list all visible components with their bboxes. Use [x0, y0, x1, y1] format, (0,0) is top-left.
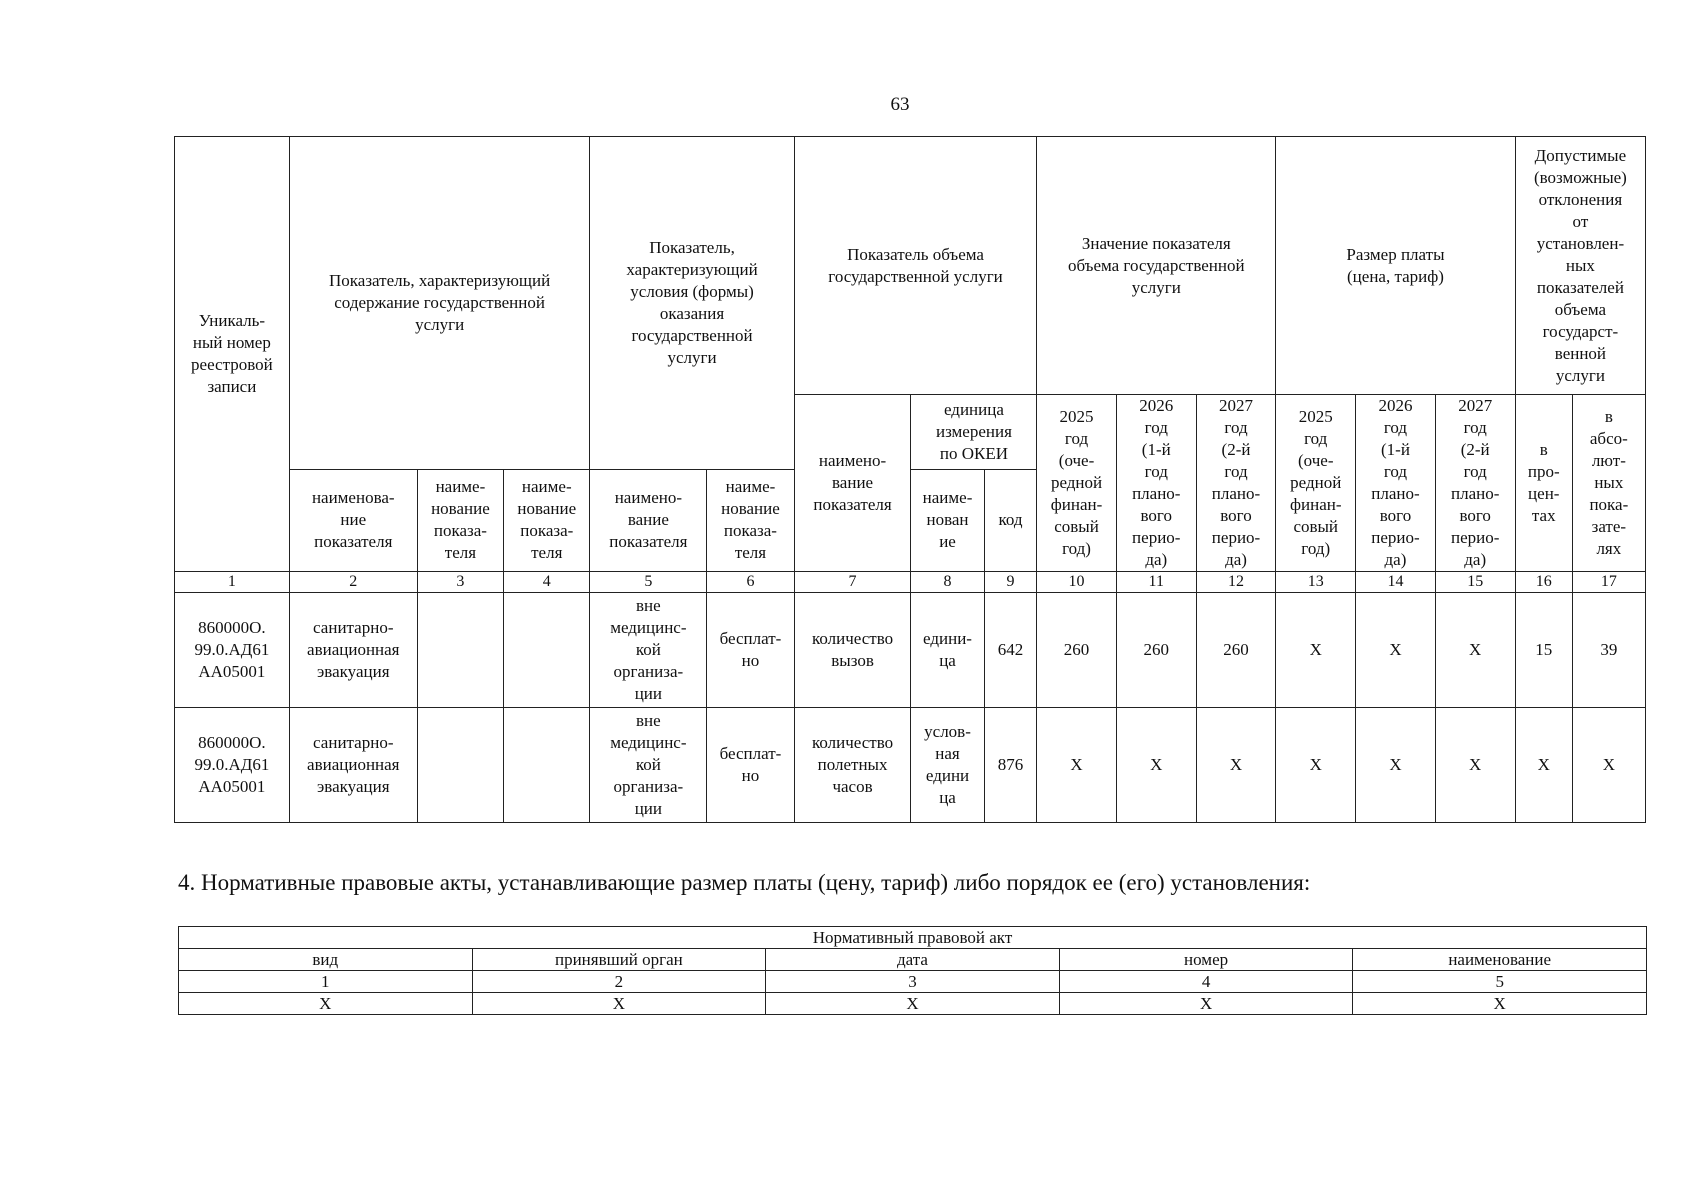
header-content-indicator: Показатель, характеризующий содержание государственной услуги — [289, 137, 590, 470]
column-number: 2 — [472, 971, 766, 993]
table-cell: X — [766, 993, 1060, 1015]
table-cell: X — [1276, 708, 1356, 823]
normative-acts-table — [178, 926, 1647, 1015]
column-number: 13 — [1276, 572, 1356, 593]
column-number: 11 — [1116, 572, 1196, 593]
header-fee-size: Размер платы (цена, тариф) — [1276, 137, 1516, 395]
header-col4: наиме- нование показа- теля — [504, 469, 590, 571]
column-header: дата — [766, 949, 1060, 971]
column-number: 4 — [504, 572, 590, 593]
table-cell: вне медицинс- кой организа- ции — [590, 593, 707, 708]
header-unique-number: Уникаль- ный номер реестровой записи — [175, 137, 290, 572]
header-col16: в про- цен- тах — [1515, 395, 1572, 572]
table-cell — [417, 593, 503, 708]
table-cell: 260 — [1116, 593, 1196, 708]
header-volume-value: Значение показателя объема государственной услуги — [1037, 137, 1276, 395]
table-cell: количество полетных часов — [794, 708, 911, 823]
header-col12: 2027 год (2-й год плано- вого перио- да) — [1196, 395, 1275, 572]
table-cell: 260 — [1037, 593, 1116, 708]
header-col3: наиме- нование показа- теля — [417, 469, 503, 571]
column-number: 9 — [984, 572, 1037, 593]
column-numbers-row — [179, 971, 1647, 993]
table-cell: количество вызов — [794, 593, 911, 708]
table-cell: X — [1356, 593, 1435, 708]
column-number: 15 — [1435, 572, 1515, 593]
header-col15: 2027 год (2-й год плано- вого перио- да) — [1435, 395, 1515, 572]
header-col5: наимено- вание показателя — [590, 469, 707, 571]
table-cell: X — [1037, 708, 1116, 823]
table-cell: X — [1196, 708, 1275, 823]
table-cell: X — [1059, 993, 1353, 1015]
page-number: 63 — [890, 94, 910, 115]
column-number: 16 — [1515, 572, 1572, 593]
table-cell — [504, 708, 590, 823]
column-number: 8 — [911, 572, 984, 593]
column-header: принявший орган — [472, 949, 766, 971]
table-header-row — [179, 949, 1647, 971]
table-cell: 876 — [984, 708, 1037, 823]
table-cell: 39 — [1572, 593, 1645, 708]
header-allowed-deviation: Допустимые (возможные) отклонения от установлен- ных показателей объема государст- венной услуги — [1515, 137, 1645, 395]
header-col9: код — [984, 469, 1037, 571]
table-cell: бесплат- но — [707, 708, 794, 823]
column-numbers-row — [175, 572, 1646, 593]
header-col11: 2026 год (1-й год плано- вого перио- да) — [1116, 395, 1196, 572]
table-cell: 642 — [984, 593, 1037, 708]
column-number: 4 — [1059, 971, 1353, 993]
header-col8: наиме- нован ие — [911, 469, 984, 571]
table-cell: X — [1572, 708, 1645, 823]
header-col10: 2025 год (оче- редной финан- совый год) — [1037, 395, 1116, 572]
header-col17: в абсо- лют- ных пока- зате- лях — [1572, 395, 1645, 572]
normative-act-header: Нормативный правовой акт — [179, 927, 1647, 949]
column-number: 17 — [1572, 572, 1645, 593]
table-cell: X — [179, 993, 473, 1015]
header-col14: 2026 год (1-й год плано- вого перио- да) — [1356, 395, 1435, 572]
column-number: 5 — [590, 572, 707, 593]
column-number: 1 — [175, 572, 290, 593]
table-cell: услов- ная едини ца — [911, 708, 984, 823]
table-cell: X — [1435, 708, 1515, 823]
column-number: 3 — [417, 572, 503, 593]
column-header: номер — [1059, 949, 1353, 971]
table-row — [175, 593, 1646, 708]
column-header: наименование — [1353, 949, 1647, 971]
header-volume-indicator: Показатель объема государственной услуги — [794, 137, 1037, 395]
column-header: вид — [179, 949, 473, 971]
table-cell: 860000О. 99.0.АД61 АА05001 — [175, 593, 290, 708]
table-row — [179, 993, 1647, 1015]
column-number: 5 — [1353, 971, 1647, 993]
header-unit-okei: единица измерения по ОКЕИ — [911, 395, 1037, 470]
header-conditions-indicator: Показатель, характеризующий условия (формы) оказания государственной услуги — [590, 137, 794, 470]
table-cell: X — [1116, 708, 1196, 823]
table-cell: бесплат- но — [707, 593, 794, 708]
table-cell: X — [1353, 993, 1647, 1015]
table-cell: X — [1435, 593, 1515, 708]
column-number: 2 — [289, 572, 417, 593]
table-cell: 860000О. 99.0.АД61 АА05001 — [175, 708, 290, 823]
volume-indicators-table — [174, 136, 1646, 823]
table-cell: X — [1515, 708, 1572, 823]
table-cell: 260 — [1196, 593, 1275, 708]
column-number: 1 — [179, 971, 473, 993]
table-cell: санитарно- авиационная эвакуация — [289, 708, 417, 823]
header-col2: наименова- ние показателя — [289, 469, 417, 571]
section-4-title: 4. Нормативные правовые акты, устанавливающие размер платы (цену, тариф) либо порядок ее (его) установления: — [178, 870, 1311, 895]
column-number: 10 — [1037, 572, 1116, 593]
table-cell: вне медицинс- кой организа- ции — [590, 708, 707, 823]
table-cell — [504, 593, 590, 708]
table-cell: X — [1356, 708, 1435, 823]
column-number: 3 — [766, 971, 1060, 993]
column-number: 12 — [1196, 572, 1275, 593]
table-row — [175, 708, 1646, 823]
header-col6: наиме- нование показа- теля — [707, 469, 794, 571]
table-cell: санитарно- авиационная эвакуация — [289, 593, 417, 708]
column-number: 6 — [707, 572, 794, 593]
table-cell: 15 — [1515, 593, 1572, 708]
column-number: 14 — [1356, 572, 1435, 593]
header-col13: 2025 год (оче- редной финан- совый год) — [1276, 395, 1356, 572]
table-cell: X — [472, 993, 766, 1015]
table-cell: едини- ца — [911, 593, 984, 708]
table-cell — [417, 708, 503, 823]
header-col7: наимено- вание показателя — [794, 395, 911, 572]
column-number: 7 — [794, 572, 911, 593]
table-cell: X — [1276, 593, 1356, 708]
